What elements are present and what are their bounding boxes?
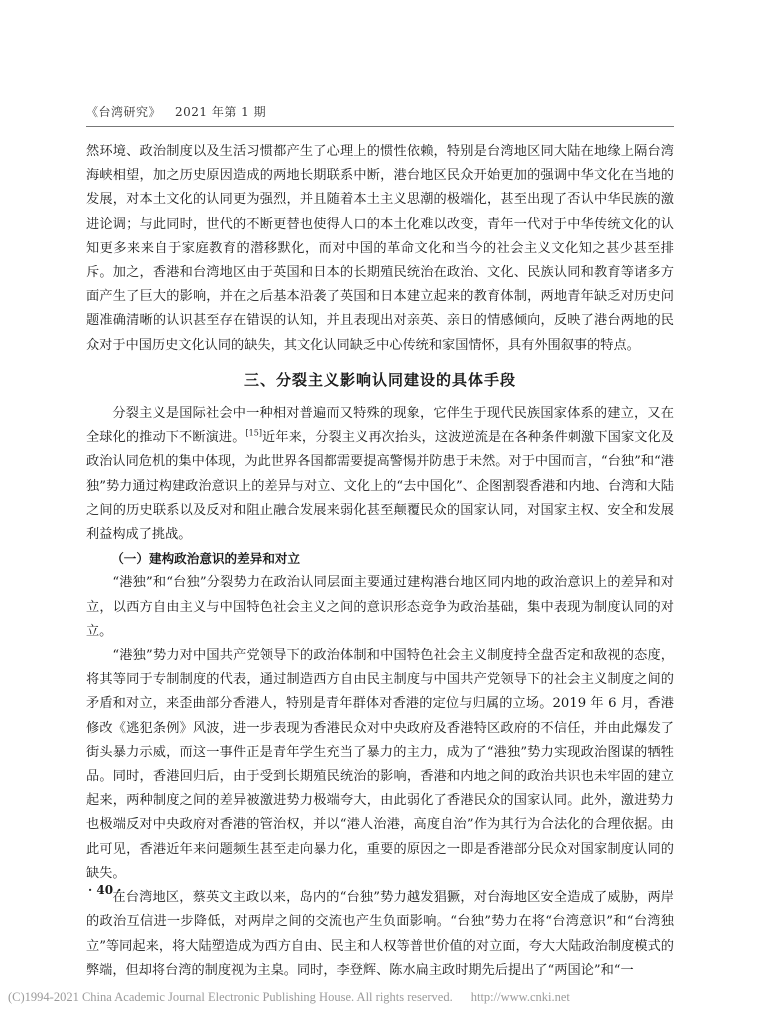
intro-text-2: 近年来，分裂主义再次抬头，这波逆流是在各种条件刺激下国家文化及政治认同危机的集中体现，为此世界各国都需要提高警惕并防患于未然。对于中国而言，“台独”和“港独”势力通过构建政治意识上的差异与对立、文化上的“去中国化”、企图割裂香港和内地、台湾和大陆之间的历史联系以及反对和阻止融合发展来弱化甚至颠覆民众的国家认同，对国家主权、安全和发展利益构成了挑战。 <box>86 430 675 543</box>
paragraph: 在台湾地区，蔡英文主政以来，岛内的“台独”势力越发猖獗，对台海地区安全造成了威胁，两岸的政治互信进一步降低，对两岸之间的交流也产生负面影响。“台独”势力在将“台湾意识”和“台湾独立”等同起来，将大陆塑造成为西方自由、民主和人权等普世价值的对立面，夸大大陆政治制度模式的弊端，但却将台湾的制度视为主臬。同时，李登辉、陈水扁主政时期先后提出了“两国论”和“一 <box>86 890 674 978</box>
citation-ref[interactable]: [15] <box>245 428 262 438</box>
footer <box>8 990 570 1005</box>
intro-text-1: 分裂主义是国际社会中一种相对普遍而又特殊的现象，它伴生于现代民族国家体系的建立，又在全球化的推动下不断演进。 <box>86 406 674 446</box>
section-title: 三、分裂主义影响认同建设的具体手段 <box>243 370 516 389</box>
running-header <box>86 103 266 120</box>
issue-label: 2021 年第 1 期 <box>175 105 267 119</box>
paragraph: “港独”和“台独”分裂势力在政治认同层面主要通过建构港台地区同内地的政治意识上的差异和对立，以西方自由主义与中国特色社会主义之间的意识形态竞争为政治基础，集中表现为制度认同的对立。 <box>86 575 674 639</box>
journal-name: 《台湾研究》 <box>86 105 162 119</box>
article-body <box>86 140 674 983</box>
footer-link[interactable]: http://www.cnki.net <box>470 990 570 1004</box>
paragraph-intro <box>86 402 674 547</box>
subsection-heading: （一）建构政治意识的差异和对立 <box>111 551 301 567</box>
paragraph-continued: 然环境、政治制度以及生活习惯都产生了心理上的惯性依赖，特别是台湾地区同大陆在地缘上隔台湾海峡相望，加之历史原因造成的两地长期联系中断，港台地区民众开始更加的强调中华文化在当地的发展，对本土文化的认同更为强烈，并且随着本土主义思潮的极端化，甚至出现了否认中华民族的激进论调；与此同时，世代的不断更替也使得人口的本土化难以改变，青年一代对于中华传统文化的认知更多来来自于家庭教育的潜移默化，而对中国的革命文化和当今的社会主义文化知之甚少甚至排斥。加之，香港和台湾地区由于英国和日本的长期殖民统治在政治、文化、民族认同和教育等诸多方面产生了巨大的影响，并在之后基本沿袭了英国和日本建立起来的教育体制，两地青年缺乏对历史问题准确清晰的认识甚至存在错误的认知，并且表现出对亲英、亲日的情感倾向，反映了港台两地的民众对于中国历史文化认同的缺失，其文化认同缺乏中心传统和家国情怀，具有外围叙事的特点。 <box>86 144 674 353</box>
copyright-notice: (C)1994-2021 China Academic Journal Electronic Publishing House. All rights reserved. <box>8 990 453 1004</box>
paragraph: “港独”势力对中国共产党领导下的政治体制和中国特色社会主义制度持全盘否定和敌视的态度，将其等同于专制制度的代表，通过制造西方自由民主制度与中国共产党领导下的社会主义制度之间的矛盾和对立，来歪曲部分香港人，特别是青年群体对香港的定位与归属的立场。2019 年 6 月，香港修改《逃犯条例》风波，进一步表现为香港民众对中央政府及香港特区政府的不信任，并由此爆发了街头暴力示威，而这一事件正是青年学生充当了暴力的主力，成为了“港独”势力实现政治图谋的牺牲品。同时，香港回归后，由于受到长期殖民统治的影响，香港和内地之间的政治共识也未牢固的建立起来，两种制度之间的差异被激进势力极端夸大，由此弱化了香港民众的国家认同。此外，激进势力也极端反对中央政府对香港的管治权，并以“港人治港，高度自治”作为其行为合法化的合理依据。由此可见，香港近年来问题频生甚至走向暴力化，重要的原因之一即是香港部分民众对国家制度认同的缺失。 <box>86 648 674 881</box>
header-divider <box>86 126 674 127</box>
page-number: · 40 · <box>88 883 122 897</box>
